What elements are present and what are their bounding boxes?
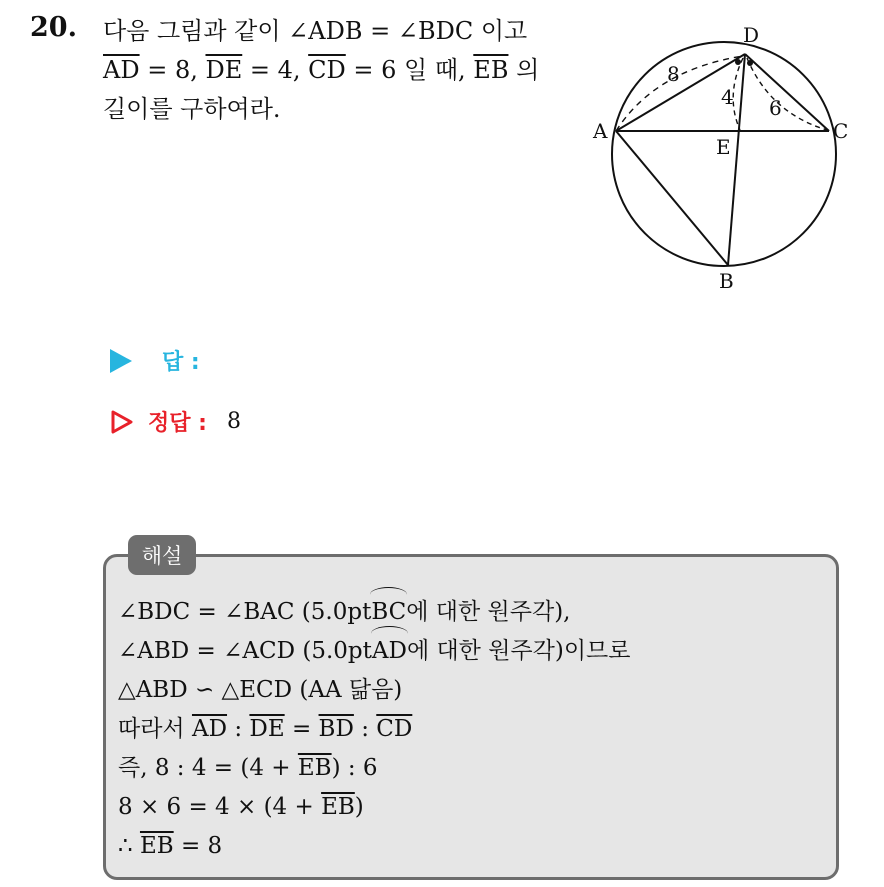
sol-l4-c2: : <box>353 716 377 742</box>
sol-l7-eb: $\overline{EB}$ <box>139 833 174 859</box>
sol-l4-bd: $\overline{BD}$ <box>318 716 354 742</box>
question-number: 20. <box>30 12 77 43</box>
label-b: B <box>719 269 734 293</box>
question-line-1: 다음 그림과 같이 ∠ADB = ∠BDC 이고 <box>103 17 528 45</box>
sol-l6-eb: $\overline{EB}$ <box>321 794 355 820</box>
solution-line-3: △ABD ∽ △ECD (AA 닮음) <box>118 677 403 703</box>
play-outline-icon <box>110 409 134 435</box>
label-a: A <box>593 119 608 143</box>
segment-cd: $\overline{CD}$ <box>308 56 346 84</box>
sol-l1-a: ∠BDC = ∠BAC (5.0pt <box>118 599 372 625</box>
sol-l4-c1: : <box>227 716 250 742</box>
label-e: E <box>716 135 731 159</box>
solution-line-2 <box>118 632 631 671</box>
solution-tag: 해설 <box>128 535 196 575</box>
solution-line-4 <box>118 710 631 749</box>
segment-ad: $\overline{AD}$ <box>103 56 140 84</box>
value-de: = 4, <box>242 56 309 84</box>
arc-bc: BC <box>371 593 406 632</box>
question-line-3: 길이를 구하여라. <box>103 95 281 123</box>
segment-de: $\overline{DE}$ <box>205 56 243 84</box>
sol-l4-a: 따라서 <box>118 716 192 742</box>
angle-mark-right <box>747 60 753 66</box>
segment-dc-line <box>745 54 829 131</box>
sol-l4-ad: $\overline{AD}$ <box>191 716 228 742</box>
sol-l2-b: 에 대한 원주각)이므로 <box>406 638 631 664</box>
label-c: C <box>833 119 849 143</box>
label-d: D <box>743 23 760 47</box>
solution-line-7 <box>118 827 631 866</box>
correct-answer-row <box>110 406 241 437</box>
sol-l2-a: ∠ABD = ∠ACD (5.0pt <box>118 638 372 664</box>
circle-diagram <box>585 18 865 300</box>
play-icon <box>110 349 132 373</box>
solution-line-1 <box>118 593 631 632</box>
sol-l5-eb: $\overline{EB}$ <box>297 755 332 781</box>
correct-answer-value: 8 <box>226 409 241 434</box>
sol-l7-a: ∴ <box>118 833 140 859</box>
angle-mark-left <box>735 59 741 65</box>
question-tail: 의 <box>508 56 540 84</box>
arc-ad: AD <box>372 632 407 671</box>
segment-eb: $\overline{EB}$ <box>473 56 509 84</box>
sol-l5-b: ) : 6 <box>331 755 378 781</box>
solution-line-5 <box>118 749 631 788</box>
sol-l1-b: 에 대한 원주각), <box>406 599 571 625</box>
sol-l7-b: = 8 <box>173 833 223 859</box>
sol-l4-de: $\overline{DE}$ <box>249 716 285 742</box>
question-text <box>103 12 573 129</box>
length-de: 4 <box>721 85 734 109</box>
length-ad: 8 <box>667 62 680 86</box>
sol-l5-a: 즉, 8 : 4 = (4 + <box>118 755 298 781</box>
answer-label: 답 : <box>162 350 200 375</box>
sol-l6-b: ) <box>354 794 364 820</box>
sol-l4-cd: $\overline{CD}$ <box>376 716 413 742</box>
answer-row <box>110 345 200 376</box>
value-ad: = 8, <box>139 56 206 84</box>
value-cd: = 6 일 때, <box>345 56 474 84</box>
length-cd: 6 <box>769 96 782 120</box>
question-line-2 <box>103 51 573 90</box>
correct-answer-label: 정답 : <box>148 411 207 436</box>
segment-ab-line <box>616 131 728 265</box>
sol-l6-a: 8 × 6 = 4 × (4 + <box>118 794 322 820</box>
solution-line-6 <box>118 788 631 827</box>
sol-l4-eq: = <box>284 716 319 742</box>
solution-lines <box>118 593 631 866</box>
